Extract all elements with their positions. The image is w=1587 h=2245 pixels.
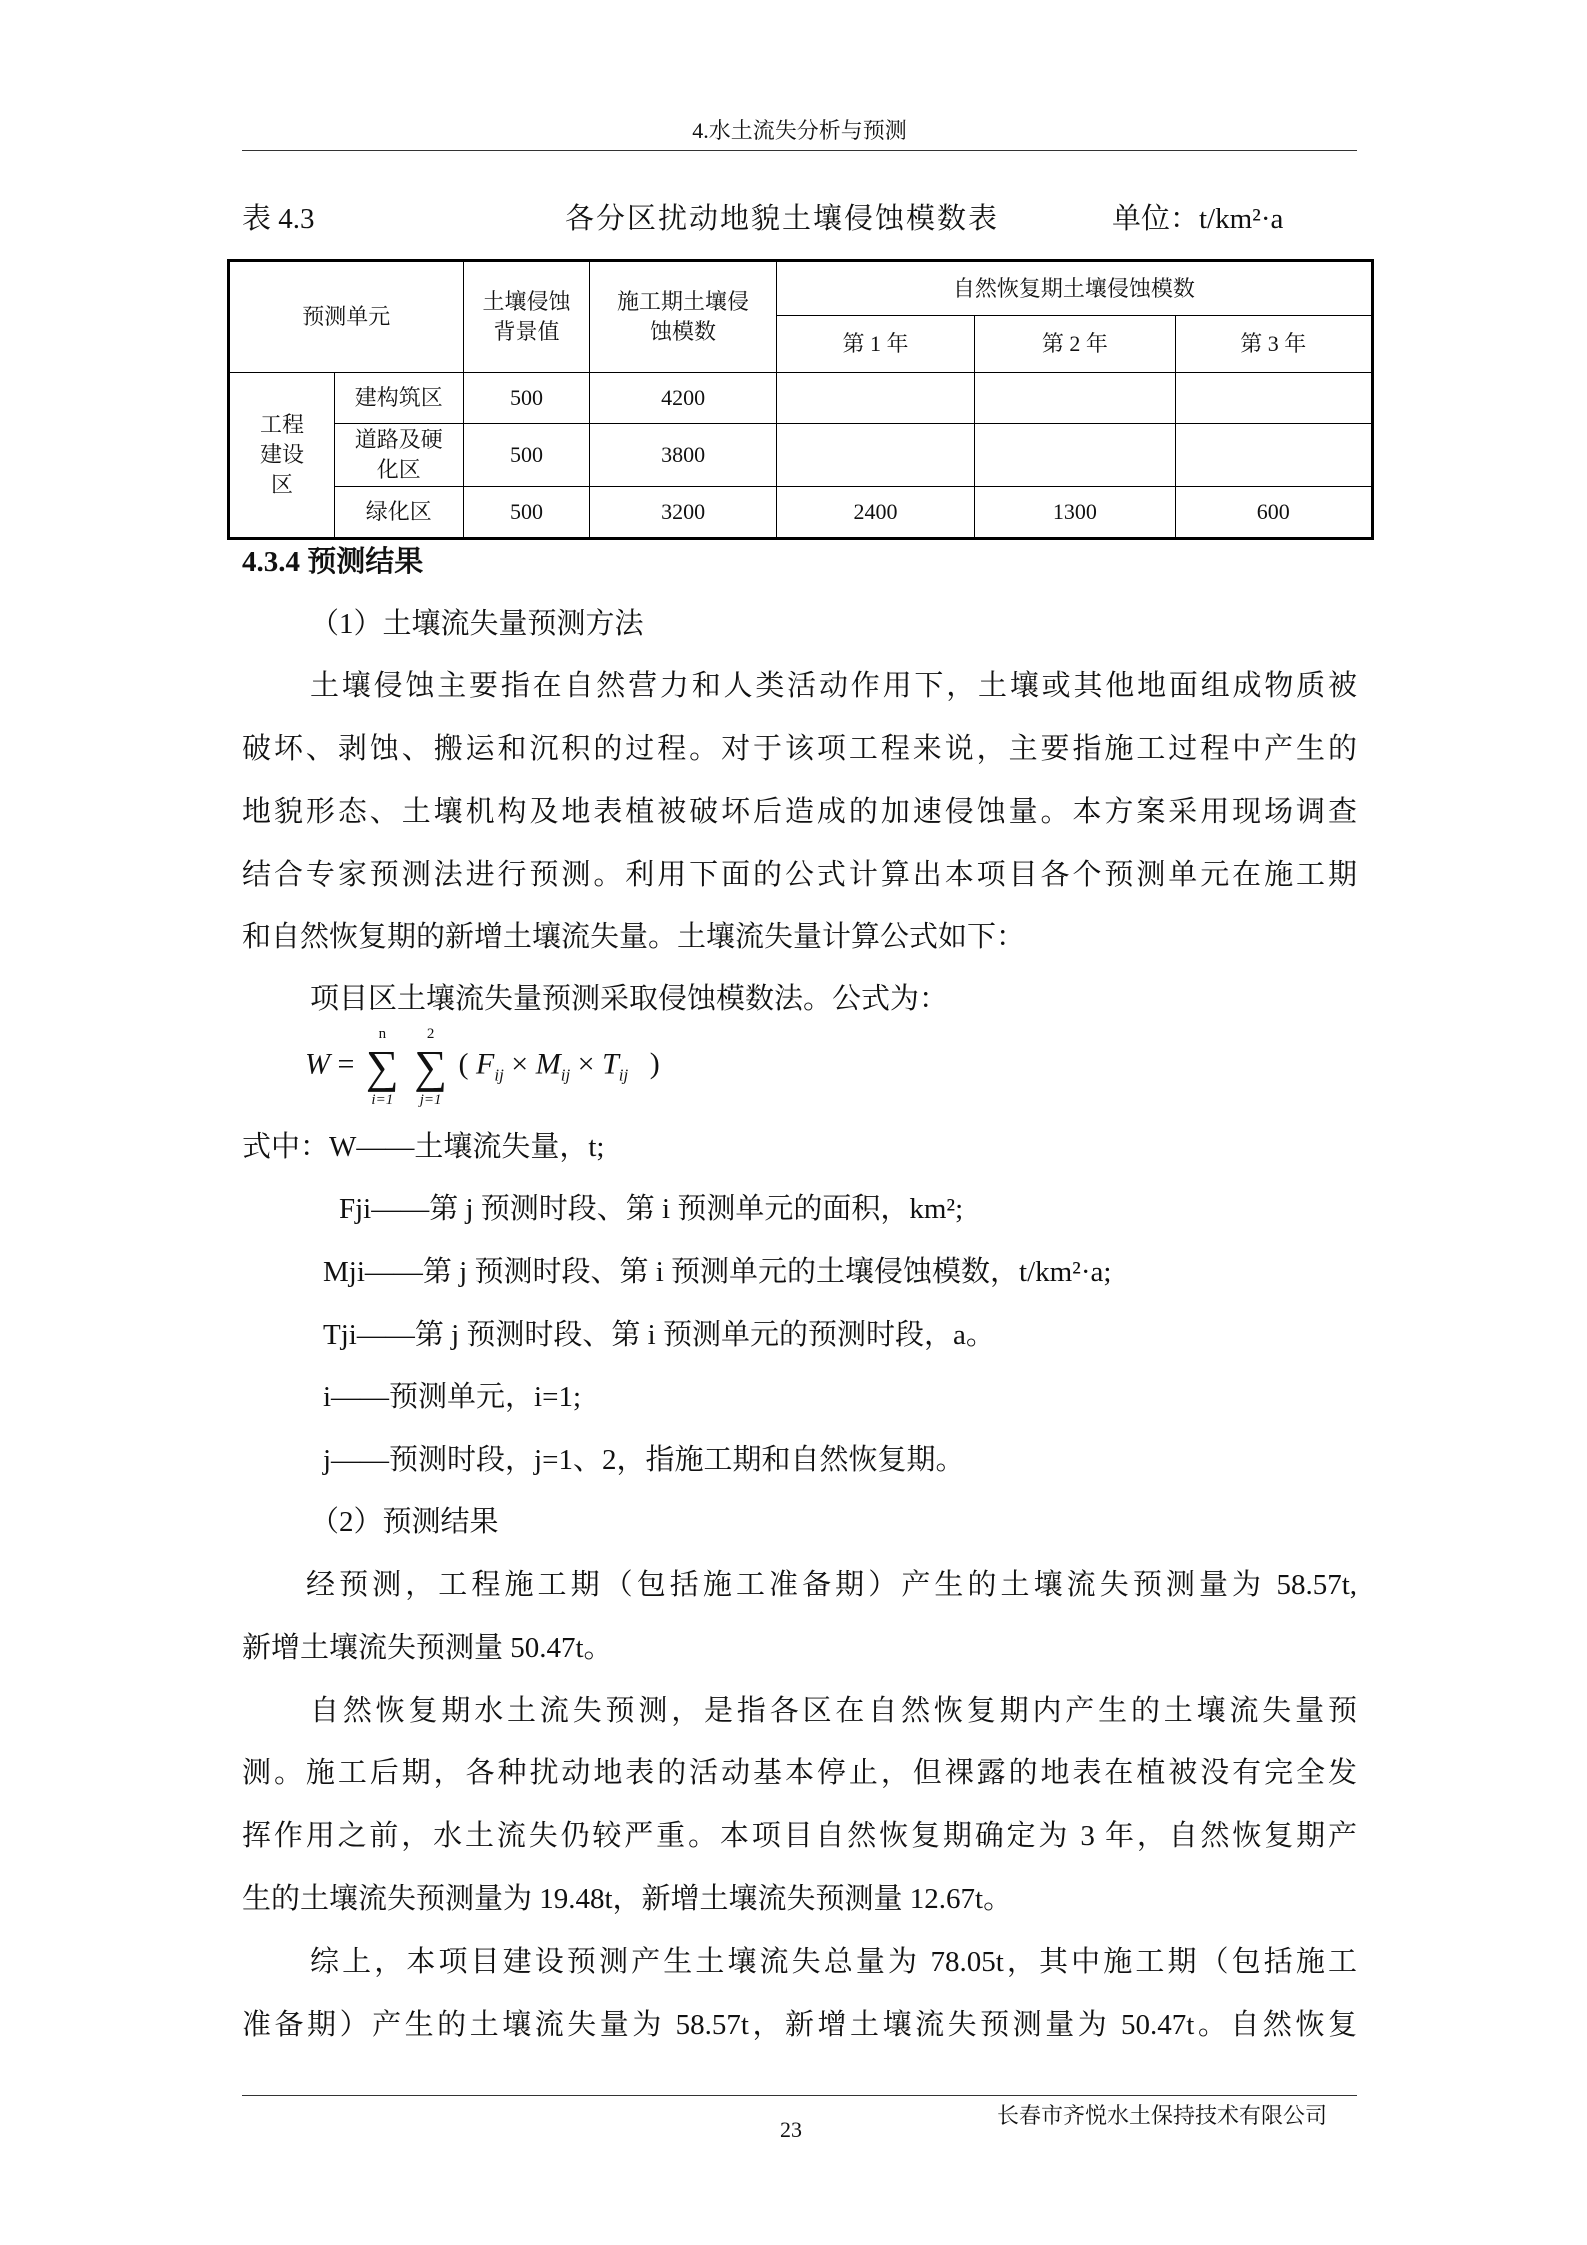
- header-year-1: 第 1 年: [776, 316, 974, 373]
- cell: 3800: [590, 424, 777, 487]
- header-year-2: 第 2 年: [975, 316, 1175, 373]
- sum-lower: i=1: [371, 1092, 394, 1108]
- table-title: 各分区扰动地貌土壤侵蚀模数表: [565, 203, 1000, 235]
- formula-f: F: [476, 1047, 495, 1081]
- times: ×: [511, 1047, 529, 1081]
- footer-company: 长春市齐悦水土保持技术有限公司: [997, 2103, 1328, 2128]
- header-rule: [242, 150, 1357, 151]
- definition-line: j——预测时段，j=1、2，指施工期和自然恢复期。: [323, 1444, 965, 1476]
- paragraph-line: 土壤侵蚀主要指在自然营力和人类活动作用下，土壤或其他地面组成物质被: [310, 670, 1357, 702]
- formula-m: M: [535, 1047, 561, 1081]
- definition-line: Fji——第 j 预测时段、第 i 预测单元的面积，km²;: [339, 1193, 964, 1225]
- sum-upper: 2: [426, 1026, 435, 1042]
- sum-lower: j=1: [419, 1092, 442, 1108]
- paragraph-line: 破坏、剥蚀、搬运和沉积的过程。对于该项工程来说，主要指施工过程中产生的: [242, 733, 1357, 765]
- paragraph-line: 和自然恢复期的新增土壤流失量。土壤流失量计算公式如下：: [242, 921, 1026, 953]
- page-number: 23: [780, 2117, 802, 2142]
- definition-line: Tji——第 j 预测时段、第 i 预测单元的预测时段，a。: [323, 1319, 995, 1351]
- cell: [776, 424, 974, 487]
- paragraph-line: 地貌形态、土壤机构及地表植被破坏后造成的加速侵蚀量。本方案采用现场调查: [242, 796, 1357, 828]
- table-row: [229, 487, 1373, 539]
- paragraph-line: 经预测，工程施工期（包括施工准备期）产生的土壤流失预测量为 58.57t,: [306, 1569, 1357, 1601]
- paragraph-line: 综上，本项目建设预测产生土壤流失总量为 78.05t，其中施工期（包括施工: [310, 1946, 1357, 1978]
- section-heading: 4.3.4 预测结果: [242, 546, 424, 578]
- paragraph-line: 挥作用之前，水土流失仍较严重。本项目自然恢复期确定为 3 年，自然恢复期产: [242, 1820, 1357, 1852]
- header-year-3: 第 3 年: [1175, 316, 1372, 373]
- formula-t: T: [602, 1047, 619, 1081]
- cell: [1175, 373, 1372, 424]
- footer-rule: [242, 2095, 1357, 2096]
- formula-w: W: [305, 1047, 330, 1081]
- definition-line: i——预测单元，i=1;: [323, 1381, 582, 1413]
- paragraph-line: 生的土壤流失预测量为 19.48t，新增土壤流失预测量 12.67t。: [242, 1883, 1013, 1915]
- cell: 500: [463, 487, 590, 539]
- table-row: [229, 424, 1373, 487]
- subheading: （2）预测结果: [310, 1506, 499, 1538]
- cell: 4200: [590, 373, 777, 424]
- cell: [975, 424, 1175, 487]
- cell: 500: [463, 373, 590, 424]
- subscript: ij: [494, 1065, 504, 1085]
- paragraph-line: 测。施工后期，各种扰动地表的活动基本停止，但裸露的地表在植被没有完全发: [242, 1757, 1357, 1789]
- header-construction: 施工期土壤侵蚀模数: [590, 261, 777, 373]
- cell: [1175, 424, 1372, 487]
- sum-j: ∑ 2 j=1: [414, 1026, 448, 1108]
- paragraph-line: 项目区土壤流失量预测采取侵蚀模数法。公式为：: [310, 983, 949, 1015]
- erosion-modulus-table: [227, 259, 1374, 540]
- subheading: （1）土壤流失量预测方法: [310, 608, 644, 640]
- cell: [975, 373, 1175, 424]
- row-name: 绿化区: [334, 487, 463, 539]
- row-name: 道路及硬化区: [334, 424, 463, 487]
- table-row: [229, 373, 1373, 424]
- definition-line: Mji——第 j 预测时段、第 i 预测单元的土壤侵蚀模数，t/km²·a;: [323, 1256, 1112, 1288]
- cell: [776, 373, 974, 424]
- row-name: 建构筑区: [334, 373, 463, 424]
- erosion-formula: W = ∑ n i=1 ∑ 2 j=1 ( $F_{ij} \times M_{ij} \times T_{ij}$ ): [305, 1026, 660, 1108]
- cell: 1300: [975, 487, 1175, 539]
- group-label: 工程建设区: [229, 373, 335, 539]
- header-natural-recovery: 自然恢复期土壤侵蚀模数: [776, 261, 1372, 316]
- cell: 3200: [590, 487, 777, 539]
- times: ×: [577, 1047, 595, 1081]
- formula-eq: =: [337, 1047, 355, 1081]
- running-header: 4.水土流失分析与预测: [692, 118, 907, 143]
- paragraph-line: 新增土壤流失预测量 50.47t。: [242, 1632, 613, 1664]
- paragraph-line: 准备期）产生的土壤流失量为 58.57t，新增土壤流失预测量为 50.47t。自然恢复: [242, 2009, 1357, 2041]
- sum-i: ∑ n i=1: [365, 1026, 399, 1108]
- subscript: ij: [618, 1065, 629, 1085]
- header-unit: 预测单元: [229, 261, 464, 373]
- paragraph-line: 自然恢复期水土流失预测，是指各区在自然恢复期内产生的土壤流失量预: [310, 1695, 1357, 1727]
- cell: 600: [1175, 487, 1372, 539]
- table-unit: 单位：t/km²·a: [1112, 203, 1284, 235]
- paragraph-line: 结合专家预测法进行预测。利用下面的公式计算出本项目各个预测单元在施工期: [242, 859, 1357, 891]
- definition-line: 式中：W——土壤流失量，t;: [242, 1131, 605, 1163]
- table-label: 表 4.3: [242, 203, 315, 235]
- cell: 2400: [776, 487, 974, 539]
- header-background: 土壤侵蚀背景值: [463, 261, 590, 373]
- cell: 500: [463, 424, 590, 487]
- subscript: ij: [560, 1065, 571, 1085]
- sum-upper: n: [378, 1026, 387, 1042]
